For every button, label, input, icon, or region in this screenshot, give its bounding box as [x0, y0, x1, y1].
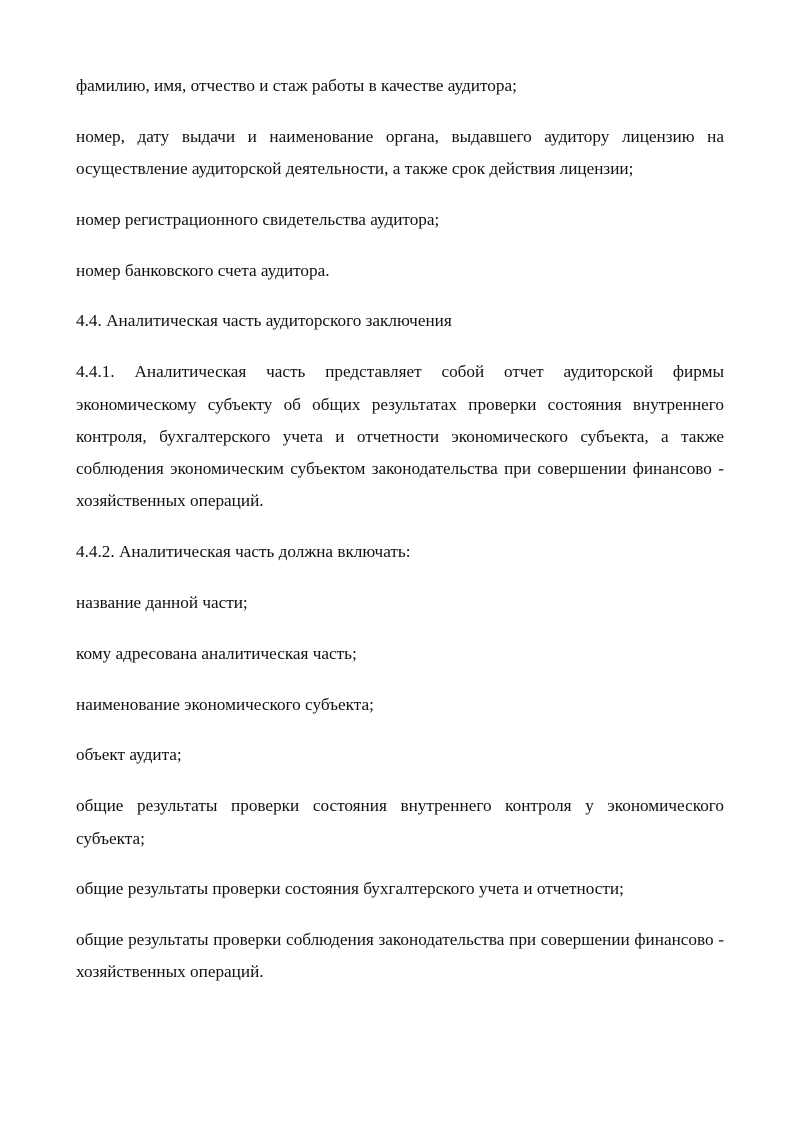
- list-item-bank-account: номер банковского счета аудитора.: [76, 260, 330, 280]
- list-item-registration-certificate: номер регистрационного свидетельства аудитора;: [76, 209, 440, 229]
- section-heading-4-4: 4.4. Аналитическая часть аудиторского заключения: [76, 311, 452, 331]
- list-item-addressee: кому адресована аналитическая часть;: [76, 643, 357, 663]
- document-page: [76, 70, 724, 1007]
- list-item-audit-object: объект аудита;: [76, 745, 182, 765]
- list-item-section-title: название данной части;: [76, 593, 248, 613]
- list-item-entity-name: наименование экономического субъекта;: [76, 694, 374, 714]
- paragraph-4-4-1: 4.4.1. Аналитическая часть представляет собой отчет аудиторской фирмы экономическому субъекту об общих результатах проверки состояния внутреннего контроля, бухгалтерского учета и отчетности экономического субъекта, а также соблюдения экономическим субъектом законодательства при совершении финансово - хозяйственных операций.: [76, 362, 724, 511]
- list-item-accounting-results: общие результаты проверки состояния бухгалтерского учета и отчетности;: [76, 879, 624, 899]
- list-item-internal-control-results: общие результаты проверки состояния внутреннего контроля у экономического субъекта;: [76, 796, 724, 848]
- list-item-auditor-name: фамилию, имя, отчество и стаж работы в качестве аудитора;: [76, 76, 517, 95]
- list-item-legislation-results: общие результаты проверки соблюдения законодательства при совершении финансово - хозяйственных операций.: [76, 930, 724, 982]
- list-item-license-info: номер, дату выдачи и наименование органа, выдавшего аудитору лицензию на осуществление аудиторской деятельности, а также срок действия лицензии;: [76, 126, 724, 179]
- paragraph-4-4-2: 4.4.2. Аналитическая часть должна включать:: [76, 542, 411, 562]
